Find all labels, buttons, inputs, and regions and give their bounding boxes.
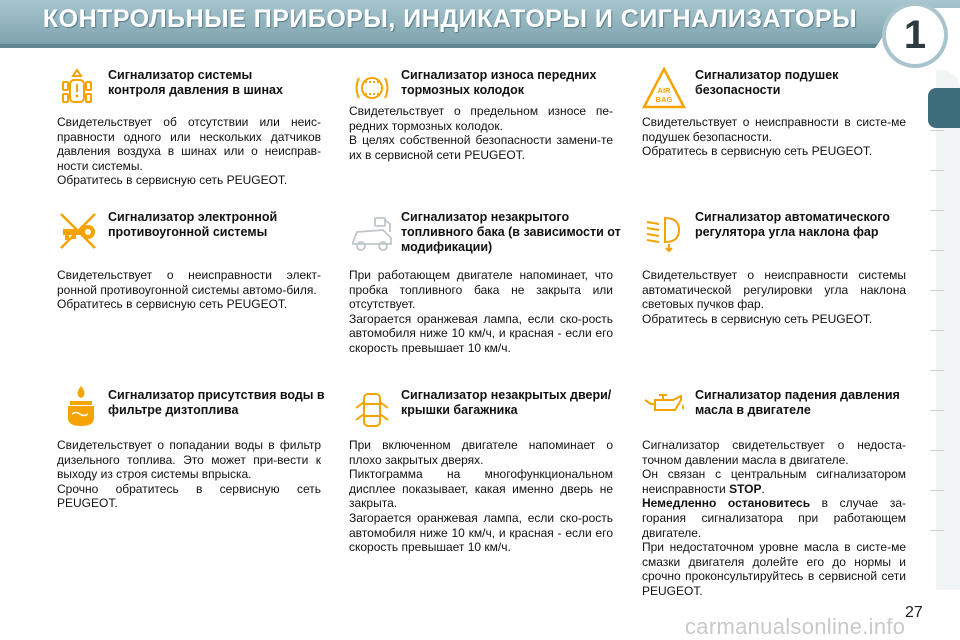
fuel-cap-title: Сигнализатор незакрытого топливного бака (в зависимости от модификации) [401,210,621,254]
header-banner [0,0,960,57]
paragraph [642,467,906,496]
tab-divider [930,410,944,411]
svg-text:AIR: AIR [657,86,671,95]
brake-wear-text [349,104,613,162]
paragraph: В целях собственной безопасности замени-те их в сервисной сети PEUGEOT. [349,133,613,162]
text-span: . [761,481,765,496]
tab-divider [930,490,944,491]
immobiliser-title: Сигнализатор электронной противоугонной системы [108,210,278,239]
paragraph: При включенном двигателе напоминает о плохо закрытых дверях. [349,438,613,467]
text-span: в случае за-горания сигнализатора при работающем двигателе. [642,496,906,540]
paragraph: Обратитесь в сервисную сеть PEUGEOT. [57,173,288,188]
watermark: carmanualsonline.info [685,614,906,639]
tab-divider [930,450,944,451]
paragraph: При недостаточном уровне масла в систе-ме смазки двигателя долейте его до нормы и срочно проконсультируйтесь в сервисной сети PEUGEOT. [642,540,906,598]
oil-pressure-title: Сигнализатор падения давления масла в двигателе [695,388,900,417]
water-in-fuel-text [57,438,321,511]
water-in-fuel-title: Сигнализатор присутствия воды в фильтре дизтоплива [108,388,325,417]
page-title: КОНТРОЛЬНЫЕ ПРИБОРЫ, ИНДИКАТОРЫ И СИГНАЛИЗАТОРЫ [42,5,858,33]
door-open-title: Сигнализатор незакрытых двери/крышки багажника [401,388,612,417]
tab-divider [930,130,944,131]
paragraph: Срочно обратитесь в сервисную сеть PEUGEOT. [57,481,321,511]
door-open-icon [349,388,395,434]
airbag-icon [641,66,687,112]
tab-divider [930,250,944,251]
headlamp-text [642,268,906,326]
paragraph: Свидетельствует о неисправности элект-ронной противоугонной системы автомо-биля. [57,268,321,297]
tire-pressure-title: Сигнализатор системы контроля давления в шинах [108,68,283,97]
headlamp-leveling-icon [641,208,687,254]
tab-divider [930,370,944,371]
paragraph: Пиктограмма на многофункциональном дисплее показывает, какая именно дверь не закрыта. [349,467,613,511]
water-in-diesel-icon [58,384,104,430]
tire-pressure-text [57,115,321,188]
immobiliser-icon [55,208,101,254]
door-open-text [349,438,613,555]
paragraph: Свидетельствует о предельном износе пе-редних тормозных колодок. [349,104,613,133]
oil-pressure-text [642,438,906,599]
paragraph [642,496,906,540]
paragraph: Обратитесь в сервисную сеть PEUGEOT. [57,297,288,312]
tab-divider [930,330,944,331]
tab-divider [930,290,944,291]
page-number: 27 [905,604,923,621]
brake-wear-title: Сигнализатор износа передних тормозных колодок [401,68,597,97]
paragraph: Сигнализатор свидетельствует о недоста-точном давлении масла в двигателе. [642,438,906,467]
text-span: Он связан с центральным сигнализатором неисправности [642,467,906,496]
fuel-cap-icon [349,212,395,258]
paragraph: Свидетельствует о неисправности в систе-ме подушек безопасности. [642,115,906,144]
oil-pressure-icon [641,382,687,428]
tab-divider [930,170,944,171]
paragraph: Загорается оранжевая лампа, если ско-рость автомобиля ниже 10 км/ч, и красная - если его скорость превышает 10 км/ч. [349,311,613,355]
airbag-title: Сигнализатор подушек безопасности [695,68,839,97]
airbag-text [642,115,906,159]
paragraph: Обратитесь в сервисную сеть PEUGEOT. [642,144,873,159]
fuel-cap-text [349,268,613,356]
stop-label: STOP [729,481,762,496]
paragraph: Обратитесь в сервисную сеть PEUGEOT. [642,311,873,326]
active-chapter-tab[interactable] [928,88,960,128]
paragraph: Свидетельствует о попадании воды в фильтр дизельного топлива. Это может при-вести к выходу из строя системы впрыска. [57,438,321,482]
headlamp-title: Сигнализатор автоматического регулятора угла наклона фар [695,210,890,239]
paragraph: Свидетельствует об отсутствии или неис-правности одного или нескольких датчиков давления воздуха в шинах или о неисправ-ности системы. [57,115,321,173]
chapter-badge: 1 [886,6,944,64]
tab-divider [930,210,944,211]
paragraph: При работающем двигателе напоминает, что пробка топливного бака не закрыта или отсутствует. [349,268,613,312]
paragraph: Свидетельствует о неисправности системы автоматической регулировки угла наклона световых пучков фар. [642,268,906,312]
paragraph: Загорается оранжевая лампа, если ско-рость автомобиля ниже 10 км/ч, и красная - если его скорость превышает 10 км/ч. [349,510,613,555]
svg-text:BAG: BAG [655,95,673,104]
warning-emphasis: Немедленно остановитесь [642,496,811,511]
immobiliser-text [57,268,321,312]
tab-divider [930,530,944,531]
tire-pressure-icon [54,66,100,112]
